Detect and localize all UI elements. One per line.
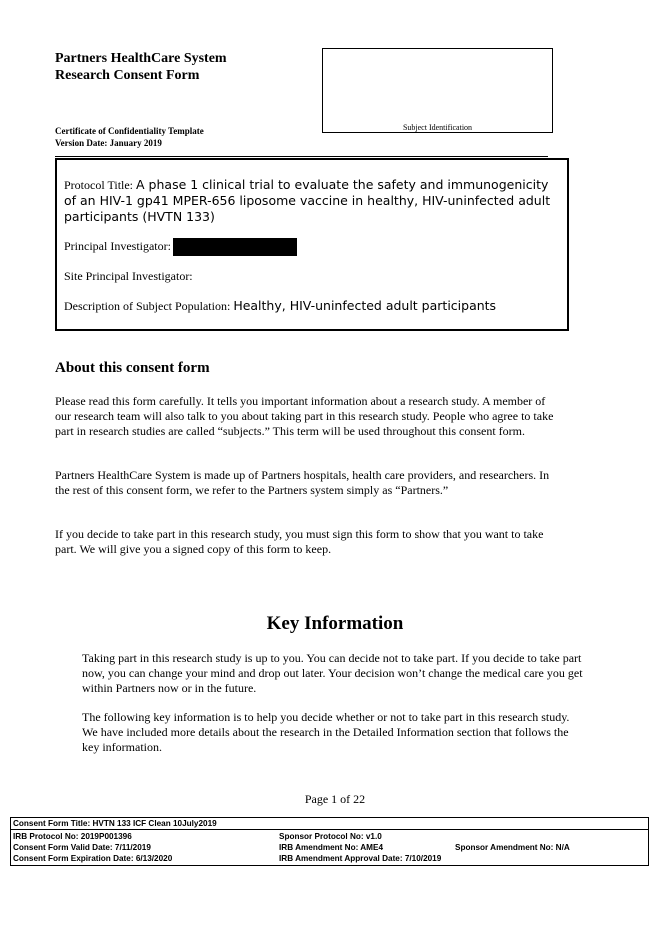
protocol-title-label: Protocol Title: [64,178,134,192]
form-name: Research Consent Form [55,68,200,83]
subject-population [64,298,496,314]
population-value: Healthy, HIV-uninfected adult participants [233,298,497,313]
footer-sponsor-amendment: Sponsor Amendment No: N/A [455,843,570,852]
about-paragraph-1: Please read this form carefully. It tells you important information about a research study. A member of our research team will also talk to you about taking part in this research study. People who agree to take part in research studies are called “subjects.” This term will be used throughout this consent form. [55,394,554,438]
protocol-title [64,177,554,225]
key-paragraph-1: Taking part in this research study is up to you. You can decide not to take part. If you decide to take part now, you can change your mind and drop out later. Your decision won’t change the medical care you get within Partners now or in the future. [82,651,583,695]
pi-label: Principal Investigator: [64,238,171,253]
version-date: Version Date: January 2019 [55,138,162,148]
certificate-template-label: Certificate of Confidentiality Template [55,126,204,136]
organization-name: Partners HealthCare System [55,51,227,66]
principal-investigator [64,238,297,256]
about-heading: About this consent form [55,360,210,376]
footer-form-title: Consent Form Title: HVTN 133 ICF Clean 10July2019 [13,819,217,828]
population-label: Description of Subject Population: [64,299,231,313]
footer-sponsor-protocol: Sponsor Protocol No: v1.0 [279,832,382,841]
about-paragraph-3: If you decide to take part in this research study, you must sign this form to show that you want to take part. We will give you a signed copy of this form to keep. [55,527,544,556]
key-information-heading: Key Information [266,613,404,634]
subject-identification-box [322,48,553,133]
footer-irb-amendment: IRB Amendment No: AME4 [279,843,384,852]
footer-amendment-approval: IRB Amendment Approval Date: 7/10/2019 [279,854,442,863]
about-paragraph-2: Partners HealthCare System is made up of Partners hospitals, health care providers, and researchers. In the rest of this consent form, we refer to the Partners system simply as “Partners.” [55,468,550,497]
page-number: Page 1 of 22 [304,792,366,806]
protocol-title-value: A phase 1 clinical trial to evaluate the safety and immunogenicity of an HIV-1 gp41 MPER-656 liposome vaccine in healthy, HIV-uninfected adult participants (HVTN 133) [64,177,551,224]
site-principal-investigator: Site Principal Investigator: [64,269,193,283]
protocol-info-box [55,158,569,331]
footer-valid-date: Consent Form Valid Date: 7/11/2019 [13,843,151,852]
subject-identification-label: Subject Identification [402,123,473,132]
footer-irb-protocol: IRB Protocol No: 2019P001396 [13,832,132,841]
redacted-name [173,238,297,256]
document-header [55,50,227,84]
key-paragraph-2: The following key information is to help you decide whether or not to take part in this research study. We have included more details about the research in the Detailed Information section that follows the key information. [82,710,570,754]
footer-divider [11,829,648,830]
header-divider [55,156,548,157]
template-info [55,125,204,149]
consent-footer [10,817,649,866]
footer-expiration-date: Consent Form Expiration Date: 6/13/2020 [13,854,173,863]
